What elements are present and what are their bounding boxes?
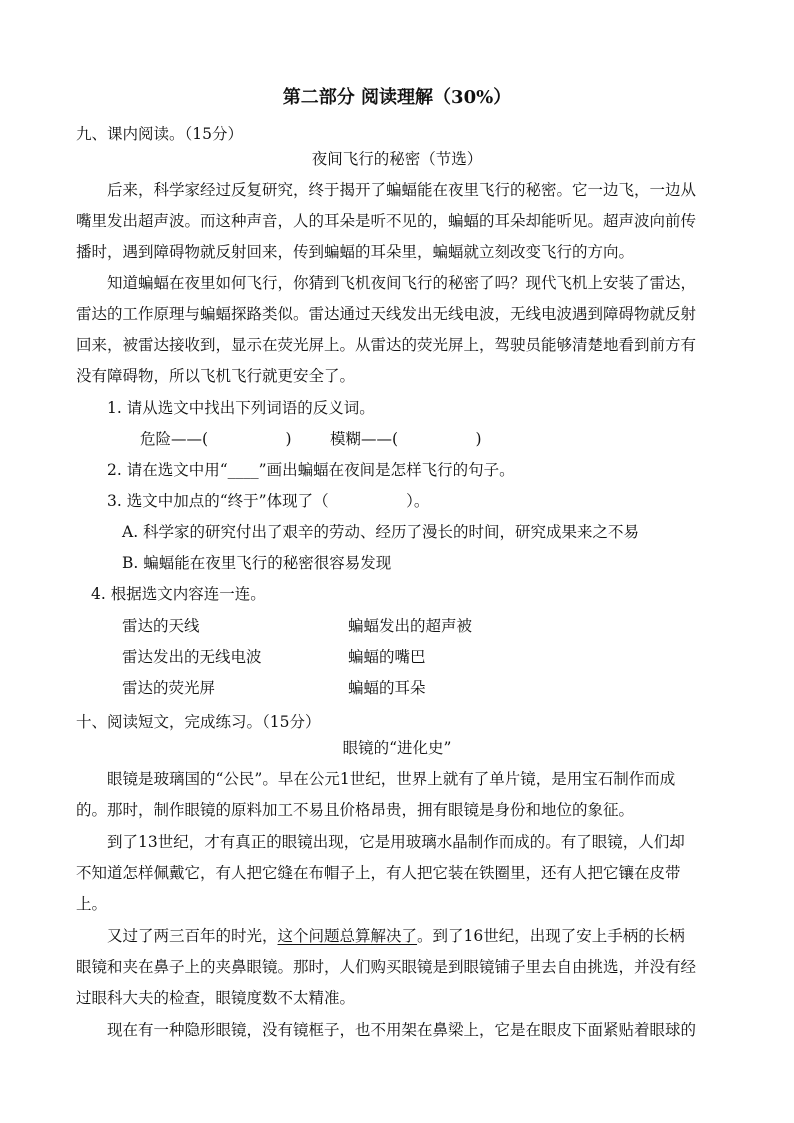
s9-p1-line1: 后来，科学家经过反复研究，终于揭开了蝙蝠能在夜里飞行的秘密。它一边飞，一边从 xyxy=(107,181,697,199)
section10-passage-title: 眼镜的“进化史” xyxy=(342,739,452,757)
q3-option-b: B. 蝙蝠能在夜里飞行的秘密很容易发现 xyxy=(122,554,392,572)
s10-p3-pre: 又过了两三百年的时光， xyxy=(107,927,278,945)
s10-p1-line2: 的。那时，制作眼镜的原料加工不易且价格昂贵，拥有眼镜是身份和地位的象征。 xyxy=(76,801,635,819)
q4-left-3: 雷达的荧光屏 xyxy=(122,679,216,697)
s10-p3-line3: 过眼科大夫的检查，眼镜度数不太精准。 xyxy=(76,989,356,1007)
question-1: 1. 请从选文中找出下列词语的反义词。 xyxy=(107,399,375,417)
q4-left-2: 雷达发出的无线电波 xyxy=(122,648,262,666)
s9-p2-line3: 回来，被雷达接收到，显示在荧光屏上。从雷达的荧光屏上，驾驶员能够清楚地看到前方有 xyxy=(76,336,697,354)
s10-p3-line2: 眼镜和夹在鼻子上的夹鼻眼镜。那时，人们购买眼镜是到眼镜铺子里去自由挑选，并没有经 xyxy=(76,958,697,976)
s9-p1-line2: 嘴里发出超声波。而这种声音，人的耳朵是听不见的，蝙蝠的耳朵却能听见。超声波向前传 xyxy=(76,212,697,230)
s10-p2-line2: 不知道怎样佩戴它，有人把它缝在布帽子上，有人把它装在铁圈里，还有人把它镶在皮带 xyxy=(76,864,681,882)
s10-p3-line1 xyxy=(107,926,685,946)
s9-p2-line1: 知道蝙蝠在夜里如何飞行，你猜到飞机夜间飞行的秘密了吗？现代飞机上安装了雷达， xyxy=(107,274,697,292)
section9-heading: 九、课内阅读。（15分） xyxy=(76,125,243,143)
s9-p1-line3: 播时，遇到障碍物就反射回来，传到蝙蝠的耳朵里，蝙蝠就立刻改变飞行的方向。 xyxy=(76,243,635,261)
s10-p1-line1: 眼镜是玻璃国的“公民”。早在公元1世纪，世界上就有了单片镜，是用宝石制作而成 xyxy=(107,770,676,788)
question-2: 2. 请在选文中用“____”画出蝙蝠在夜间是怎样飞行的句子。 xyxy=(107,461,515,479)
question-3: 3. 选文中加点的“终于”体现了（ ）。 xyxy=(107,492,430,510)
q4-right-1: 蝙蝠发出的超声被 xyxy=(348,617,473,635)
q4-right-2: 蝙蝠的嘴巴 xyxy=(348,648,426,666)
s10-p2-line1: 到了13世纪，才有真正的眼镜出现，它是用玻璃水晶制作而成的。有了眼镜，人们却 xyxy=(107,833,685,851)
s9-p2-line4: 没有障碍物，所以飞机飞行就更安全了。 xyxy=(76,367,356,385)
part-title: 第二部分 阅读理解（30%） xyxy=(282,87,512,108)
q3-option-a: A. 科学家的研究付出了艰辛的劳动、经历了漫长的时间，研究成果来之不易 xyxy=(122,523,640,541)
section10-heading: 十、阅读短文，完成练习。（15分） xyxy=(76,713,321,731)
underlined-sentence: 这个问题总算解决了 xyxy=(277,927,418,945)
question-4: 4. 根据选文内容连一连。 xyxy=(91,585,266,603)
s10-p3-post: 。到了16世纪，出现了安上手柄的长柄 xyxy=(417,927,685,945)
q1-item-2: 模糊——( ) xyxy=(330,430,482,448)
q4-left-1: 雷达的天线 xyxy=(122,617,200,635)
q4-right-3: 蝙蝠的耳朵 xyxy=(348,679,426,697)
section9-passage-title: 夜间飞行的秘密（节选） xyxy=(311,150,483,168)
s9-p2-line2: 雷达的工作原理与蝙蝠探路类似。雷达通过天线发出无线电波，无线电波遇到障碍物就反射 xyxy=(76,305,697,323)
s10-p2-line3: 上。 xyxy=(76,895,108,913)
s10-p4-line1: 现在有一种隐形眼镜，没有镜框子，也不用架在鼻梁上，它是在眼皮下面紧贴着眼球的 xyxy=(107,1021,697,1039)
q1-item-1: 危险——( ) xyxy=(140,430,292,448)
